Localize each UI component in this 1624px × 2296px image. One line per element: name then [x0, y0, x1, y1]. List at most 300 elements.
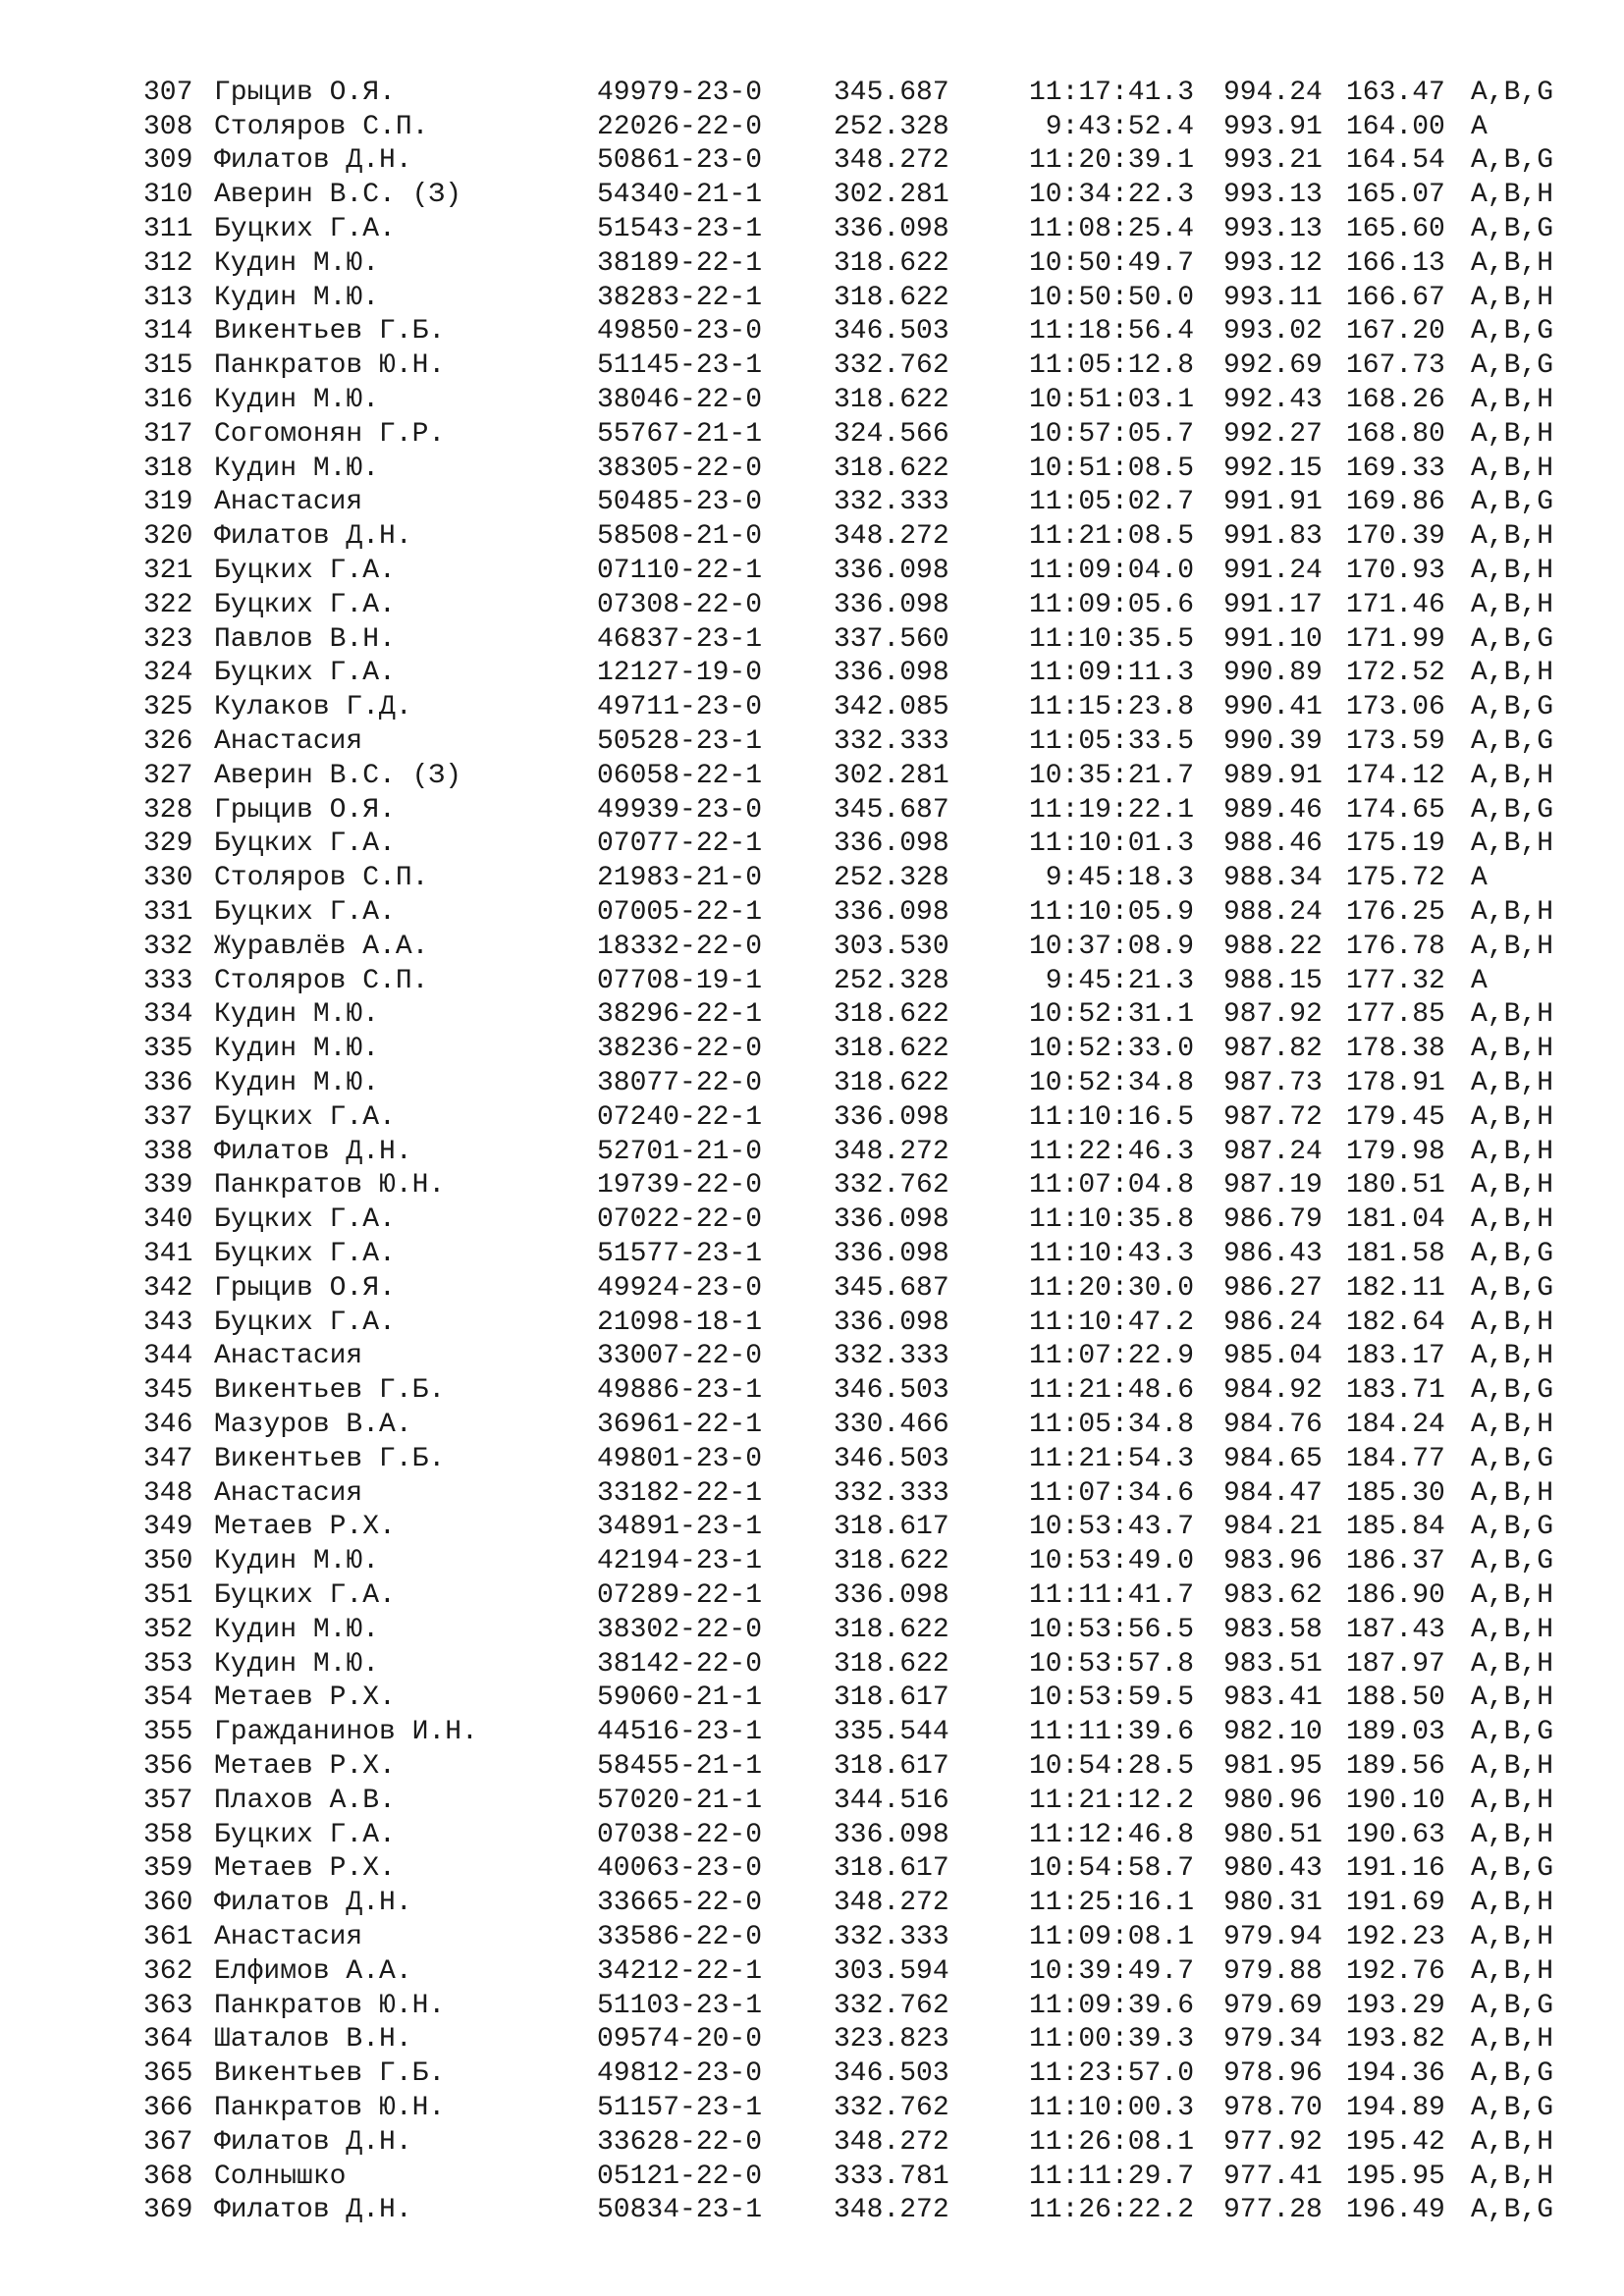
ring-number: 12127-19-0: [597, 658, 763, 689]
distance: 332.333: [834, 1921, 949, 1952]
ring-number: 40063-23-0: [597, 1853, 763, 1885]
distance: 346.503: [834, 2058, 949, 2090]
distance: 336.098: [834, 828, 949, 860]
arrival-time: 11:09:08.1: [1028, 1921, 1194, 1952]
ring-number: 55767-21-1: [597, 418, 763, 450]
ring-number: 54340-21-1: [597, 180, 763, 211]
arrival-time: 10:52:34.8: [1028, 1068, 1194, 1098]
coefficient: 191.16: [1346, 1853, 1445, 1885]
distance: 345.687: [834, 794, 949, 826]
arrival-time: 10:53:59.5: [1028, 1682, 1194, 1714]
groups: A,B,H: [1471, 1682, 1554, 1714]
speed: 983.96: [1223, 1546, 1323, 1577]
row-number: 345: [143, 1375, 193, 1407]
groups: A,B,H: [1471, 1204, 1554, 1236]
arrival-time: 10:51:08.5: [1028, 453, 1194, 484]
row-number: 308: [143, 111, 193, 142]
groups: A,B,H: [1471, 453, 1554, 484]
participant-name: Буцких Г.А.: [214, 1238, 396, 1269]
table-row: [143, 1544, 1569, 1578]
arrival-time: 11:21:12.2: [1028, 1785, 1194, 1816]
table-row: [143, 1989, 1569, 2023]
groups: A,B,H: [1471, 828, 1554, 860]
participant-name: Шаталов В.Н.: [214, 2024, 412, 2056]
arrival-time: 11:26:08.1: [1028, 2126, 1194, 2158]
participant-name: Буцких Г.А.: [214, 556, 396, 587]
table-row: [143, 1066, 1569, 1100]
arrival-time: 11:10:16.5: [1028, 1101, 1194, 1133]
coefficient: 171.99: [1346, 623, 1445, 655]
table-row: [143, 2091, 1569, 2125]
speed: 977.41: [1223, 2161, 1323, 2192]
groups: A,B,G: [1471, 214, 1554, 245]
coefficient: 192.23: [1346, 1921, 1445, 1952]
groups: A,B,G: [1471, 77, 1554, 108]
speed: 984.65: [1223, 1443, 1323, 1474]
speed: 987.72: [1223, 1101, 1323, 1133]
speed: 993.02: [1223, 316, 1323, 347]
ring-number: 38302-22-0: [597, 1614, 763, 1645]
groups: A,B,G: [1471, 1443, 1554, 1474]
ring-number: 51577-23-1: [597, 1238, 763, 1269]
coefficient: 191.69: [1346, 1888, 1445, 1919]
row-number: 362: [143, 1955, 193, 1987]
row-number: 354: [143, 1682, 193, 1714]
speed: 984.47: [1223, 1477, 1323, 1509]
groups: A,B,G: [1471, 487, 1554, 518]
distance: 318.622: [834, 999, 949, 1031]
table-row: [143, 828, 1569, 862]
arrival-time: 11:05:02.7: [1028, 487, 1194, 518]
arrival-time: 11:26:22.2: [1028, 2195, 1194, 2226]
speed: 988.15: [1223, 965, 1323, 996]
participant-name: Буцких Г.А.: [214, 214, 396, 245]
groups: A,B,H: [1471, 247, 1554, 279]
coefficient: 173.06: [1346, 692, 1445, 723]
speed: 978.96: [1223, 2058, 1323, 2090]
row-number: 348: [143, 1477, 193, 1509]
row-number: 359: [143, 1853, 193, 1885]
distance: 333.781: [834, 2161, 949, 2192]
coefficient: 180.51: [1346, 1170, 1445, 1201]
distance: 318.622: [834, 1068, 949, 1098]
coefficient: 190.63: [1346, 1819, 1445, 1850]
groups: A,B,H: [1471, 1409, 1554, 1440]
groups: A,B,H: [1471, 1648, 1554, 1680]
groups: A,B,H: [1471, 931, 1554, 962]
ring-number: 33182-22-1: [597, 1477, 763, 1509]
speed: 990.39: [1223, 726, 1323, 758]
groups: A,B,H: [1471, 418, 1554, 450]
arrival-time: 11:22:46.3: [1028, 1136, 1194, 1167]
groups: A,B,G: [1471, 2058, 1554, 2090]
ring-number: 59060-21-1: [597, 1682, 763, 1714]
distance: 252.328: [834, 965, 949, 996]
participant-name: Гражданинов И.Н.: [214, 1717, 478, 1748]
row-number: 351: [143, 1579, 193, 1611]
speed: 987.73: [1223, 1068, 1323, 1098]
coefficient: 163.47: [1346, 77, 1445, 108]
arrival-time: 9:45:21.3: [1045, 965, 1194, 996]
groups: A,B,G: [1471, 316, 1554, 347]
ring-number: 51145-23-1: [597, 350, 763, 382]
distance: 344.516: [834, 1785, 949, 1816]
table-row: [143, 1442, 1569, 1476]
groups: A,B,G: [1471, 145, 1554, 177]
participant-name: Мазуров В.А.: [214, 1409, 412, 1440]
arrival-time: 11:09:05.6: [1028, 589, 1194, 620]
arrival-time: 11:10:05.9: [1028, 897, 1194, 929]
speed: 979.94: [1223, 1921, 1323, 1952]
table-row: [143, 519, 1569, 554]
speed: 991.17: [1223, 589, 1323, 620]
arrival-time: 10:57:05.7: [1028, 418, 1194, 450]
distance: 318.622: [834, 1648, 949, 1680]
groups: A,B,H: [1471, 589, 1554, 620]
participant-name: Анастасия: [214, 487, 363, 518]
distance: 318.622: [834, 453, 949, 484]
ring-number: 18332-22-0: [597, 931, 763, 962]
ring-number: 33628-22-0: [597, 2126, 763, 2158]
table-row: [143, 759, 1569, 793]
coefficient: 168.26: [1346, 385, 1445, 416]
coefficient: 165.60: [1346, 214, 1445, 245]
table-row: [143, 1032, 1569, 1066]
distance: 303.594: [834, 1955, 949, 1987]
distance: 318.617: [834, 1682, 949, 1714]
row-number: 342: [143, 1272, 193, 1304]
distance: 332.762: [834, 1170, 949, 1201]
ring-number: 52701-21-0: [597, 1136, 763, 1167]
distance: 336.098: [834, 1579, 949, 1611]
distance: 318.617: [834, 1750, 949, 1782]
coefficient: 195.95: [1346, 2161, 1445, 2192]
ring-number: 07077-22-1: [597, 828, 763, 860]
arrival-time: 11:09:04.0: [1028, 556, 1194, 587]
groups: A,B,H: [1471, 1341, 1554, 1372]
coefficient: 165.07: [1346, 180, 1445, 211]
distance: 348.272: [834, 1136, 949, 1167]
groups: A,B,G: [1471, 1272, 1554, 1304]
participant-name: Буцких Г.А.: [214, 1204, 396, 1236]
ring-number: 07110-22-1: [597, 556, 763, 587]
row-number: 313: [143, 282, 193, 313]
speed: 983.62: [1223, 1579, 1323, 1611]
arrival-time: 10:39:49.7: [1028, 1955, 1194, 1987]
coefficient: 177.85: [1346, 999, 1445, 1031]
distance: 336.098: [834, 556, 949, 587]
groups: A,B,H: [1471, 2024, 1554, 2056]
arrival-time: 11:21:54.3: [1028, 1443, 1194, 1474]
row-number: 338: [143, 1136, 193, 1167]
participant-name: Филатов Д.Н.: [214, 145, 412, 177]
coefficient: 194.36: [1346, 2058, 1445, 2090]
speed: 986.43: [1223, 1238, 1323, 1269]
table-row: [143, 178, 1569, 212]
groups: A,B,H: [1471, 1136, 1554, 1167]
distance: 318.622: [834, 282, 949, 313]
table-row: [143, 1100, 1569, 1135]
arrival-time: 11:09:39.6: [1028, 1990, 1194, 2021]
ring-number: 07005-22-1: [597, 897, 763, 929]
participant-name: Кудин М.Ю.: [214, 999, 380, 1031]
groups: A,B,G: [1471, 1853, 1554, 1885]
table-row: [143, 861, 1569, 895]
distance: 323.823: [834, 2024, 949, 2056]
speed: 979.69: [1223, 1990, 1323, 2021]
speed: 982.10: [1223, 1717, 1323, 1748]
participant-name: Столяров С.П.: [214, 863, 429, 894]
ring-number: 58508-21-0: [597, 521, 763, 553]
coefficient: 189.03: [1346, 1717, 1445, 1748]
ring-number: 46837-23-1: [597, 623, 763, 655]
arrival-time: 10:52:33.0: [1028, 1034, 1194, 1065]
speed: 980.31: [1223, 1888, 1323, 1919]
participant-name: Метаев Р.Х.: [214, 1682, 396, 1714]
groups: A,B,G: [1471, 1512, 1554, 1543]
row-number: 328: [143, 794, 193, 826]
row-number: 325: [143, 692, 193, 723]
participant-name: Аверин В.С. (З): [214, 180, 462, 211]
table-row: [143, 930, 1569, 964]
distance: 252.328: [834, 863, 949, 894]
groups: A,B,H: [1471, 1034, 1554, 1065]
coefficient: 167.20: [1346, 316, 1445, 347]
table-row: [143, 315, 1569, 349]
ring-number: 07240-22-1: [597, 1101, 763, 1133]
speed: 993.21: [1223, 145, 1323, 177]
row-number: 307: [143, 77, 193, 108]
table-row: [143, 998, 1569, 1033]
ring-number: 33665-22-0: [597, 1888, 763, 1919]
groups: A: [1471, 111, 1488, 142]
arrival-time: 11:21:08.5: [1028, 521, 1194, 553]
arrival-time: 11:10:47.2: [1028, 1307, 1194, 1338]
row-number: 316: [143, 385, 193, 416]
row-number: 326: [143, 726, 193, 758]
groups: A,B,H: [1471, 1170, 1554, 1201]
table-row: [143, 1339, 1569, 1373]
participant-name: Викентьев Г.Б.: [214, 1375, 446, 1407]
row-number: 336: [143, 1068, 193, 1098]
table-row: [143, 383, 1569, 417]
groups: A,B,H: [1471, 1819, 1554, 1850]
table-row: [143, 1510, 1569, 1544]
participant-name: Буцких Г.А.: [214, 1101, 396, 1133]
participant-name: Согомонян Г.Р.: [214, 418, 446, 450]
distance: 318.617: [834, 1853, 949, 1885]
arrival-time: 11:10:35.5: [1028, 623, 1194, 655]
participant-name: Журавлёв А.А.: [214, 931, 429, 962]
groups: A,B,G: [1471, 2195, 1554, 2226]
coefficient: 173.59: [1346, 726, 1445, 758]
ring-number: 44516-23-1: [597, 1717, 763, 1748]
groups: A,B,H: [1471, 385, 1554, 416]
ring-number: 50485-23-0: [597, 487, 763, 518]
speed: 985.04: [1223, 1341, 1323, 1372]
speed: 988.34: [1223, 863, 1323, 894]
speed: 983.58: [1223, 1614, 1323, 1645]
distance: 348.272: [834, 521, 949, 553]
coefficient: 172.52: [1346, 658, 1445, 689]
arrival-time: 10:53:49.0: [1028, 1546, 1194, 1577]
speed: 979.88: [1223, 1955, 1323, 1987]
row-number: 309: [143, 145, 193, 177]
coefficient: 188.50: [1346, 1682, 1445, 1714]
row-number: 350: [143, 1546, 193, 1577]
table-row: [143, 1408, 1569, 1442]
table-row: [143, 1169, 1569, 1203]
ring-number: 42194-23-1: [597, 1546, 763, 1577]
speed: 987.82: [1223, 1034, 1323, 1065]
participant-name: Столяров С.П.: [214, 111, 429, 142]
arrival-time: 11:20:30.0: [1028, 1272, 1194, 1304]
speed: 991.10: [1223, 623, 1323, 655]
table-row: [143, 281, 1569, 315]
distance: 318.617: [834, 1512, 949, 1543]
participant-name: Филатов Д.Н.: [214, 521, 412, 553]
coefficient: 182.64: [1346, 1307, 1445, 1338]
distance: 336.098: [834, 214, 949, 245]
table-row: [143, 110, 1569, 144]
table-row: [143, 1202, 1569, 1237]
ring-number: 07308-22-0: [597, 589, 763, 620]
row-number: 346: [143, 1409, 193, 1440]
speed: 993.13: [1223, 180, 1323, 211]
arrival-time: 11:20:39.1: [1028, 145, 1194, 177]
groups: A,B,H: [1471, 1477, 1554, 1509]
groups: A,B,H: [1471, 2161, 1554, 2192]
distance: 346.503: [834, 1375, 949, 1407]
participant-name: Филатов Д.Н.: [214, 2126, 412, 2158]
ring-number: 57020-21-1: [597, 1785, 763, 1816]
row-number: 365: [143, 2058, 193, 2090]
table-row: [143, 690, 1569, 724]
speed: 980.96: [1223, 1785, 1323, 1816]
groups: A,B,G: [1471, 1238, 1554, 1269]
distance: 332.333: [834, 1477, 949, 1509]
arrival-time: 11:10:43.3: [1028, 1238, 1194, 1269]
distance: 318.622: [834, 247, 949, 279]
ring-number: 07022-22-0: [597, 1204, 763, 1236]
groups: A,B,G: [1471, 1375, 1554, 1407]
participant-name: Кулаков Г.Д.: [214, 692, 412, 723]
speed: 986.27: [1223, 1272, 1323, 1304]
groups: A,B,H: [1471, 282, 1554, 313]
table-row: [143, 1476, 1569, 1511]
row-number: 340: [143, 1204, 193, 1236]
table-row: [143, 657, 1569, 691]
table-row: [143, 1647, 1569, 1682]
ring-number: 49812-23-0: [597, 2058, 763, 2090]
coefficient: 178.91: [1346, 1068, 1445, 1098]
distance: 318.622: [834, 1614, 949, 1645]
table-row: [143, 1749, 1569, 1784]
participant-name: Кудин М.Ю.: [214, 1648, 380, 1680]
ring-number: 49924-23-0: [597, 1272, 763, 1304]
distance: 342.085: [834, 692, 949, 723]
participant-name: Викентьев Г.Б.: [214, 1443, 446, 1474]
ring-number: 38077-22-0: [597, 1068, 763, 1098]
row-number: 364: [143, 2024, 193, 2056]
distance: 302.281: [834, 180, 949, 211]
speed: 991.83: [1223, 521, 1323, 553]
table-row: [143, 452, 1569, 486]
speed: 980.43: [1223, 1853, 1323, 1885]
participant-name: Буцких Г.А.: [214, 658, 396, 689]
distance: 332.333: [834, 487, 949, 518]
ring-number: 38283-22-1: [597, 282, 763, 313]
speed: 988.46: [1223, 828, 1323, 860]
speed: 984.21: [1223, 1512, 1323, 1543]
distance: 345.687: [834, 77, 949, 108]
participant-name: Буцких Г.А.: [214, 1307, 396, 1338]
speed: 992.43: [1223, 385, 1323, 416]
arrival-time: 9:43:52.4: [1045, 111, 1194, 142]
row-number: 322: [143, 589, 193, 620]
ring-number: 49939-23-0: [597, 794, 763, 826]
coefficient: 167.73: [1346, 350, 1445, 382]
table-row: [143, 212, 1569, 246]
row-number: 337: [143, 1101, 193, 1133]
distance: 324.566: [834, 418, 949, 450]
table-row: [143, 1271, 1569, 1306]
participant-name: Анастасия: [214, 1477, 363, 1509]
groups: A,B,G: [1471, 2092, 1554, 2123]
groups: A,B,H: [1471, 1101, 1554, 1133]
row-number: 327: [143, 760, 193, 791]
coefficient: 164.00: [1346, 111, 1445, 142]
arrival-time: 10:35:21.7: [1028, 760, 1194, 791]
participant-name: Кудин М.Ю.: [214, 1546, 380, 1577]
coefficient: 169.86: [1346, 487, 1445, 518]
row-number: 357: [143, 1785, 193, 1816]
coefficient: 176.78: [1346, 931, 1445, 962]
row-number: 330: [143, 863, 193, 894]
table-row: [143, 895, 1569, 930]
row-number: 332: [143, 931, 193, 962]
coefficient: 183.71: [1346, 1375, 1445, 1407]
participant-name: Кудин М.Ю.: [214, 282, 380, 313]
ring-number: 50861-23-0: [597, 145, 763, 177]
table-row: [143, 246, 1569, 281]
distance: 332.333: [834, 726, 949, 758]
table-row: [143, 724, 1569, 759]
ring-number: 22026-22-0: [597, 111, 763, 142]
row-number: 333: [143, 965, 193, 996]
table-row: [143, 1818, 1569, 1852]
arrival-time: 11:05:12.8: [1028, 350, 1194, 382]
arrival-time: 11:07:04.8: [1028, 1170, 1194, 1201]
participant-name: Филатов Д.Н.: [214, 1888, 412, 1919]
distance: 332.762: [834, 350, 949, 382]
distance: 332.762: [834, 1990, 949, 2021]
ring-number: 34212-22-1: [597, 1955, 763, 1987]
speed: 984.92: [1223, 1375, 1323, 1407]
table-row: [143, 2125, 1569, 2160]
row-number: 366: [143, 2092, 193, 2123]
groups: A,B,H: [1471, 521, 1554, 553]
arrival-time: 9:45:18.3: [1045, 863, 1194, 894]
groups: A,B,G: [1471, 1717, 1554, 1748]
ring-number: 33007-22-0: [597, 1341, 763, 1372]
groups: A,B,G: [1471, 623, 1554, 655]
coefficient: 178.38: [1346, 1034, 1445, 1065]
coefficient: 193.82: [1346, 2024, 1445, 2056]
row-number: 315: [143, 350, 193, 382]
arrival-time: 10:53:57.8: [1028, 1648, 1194, 1680]
coefficient: 170.93: [1346, 556, 1445, 587]
